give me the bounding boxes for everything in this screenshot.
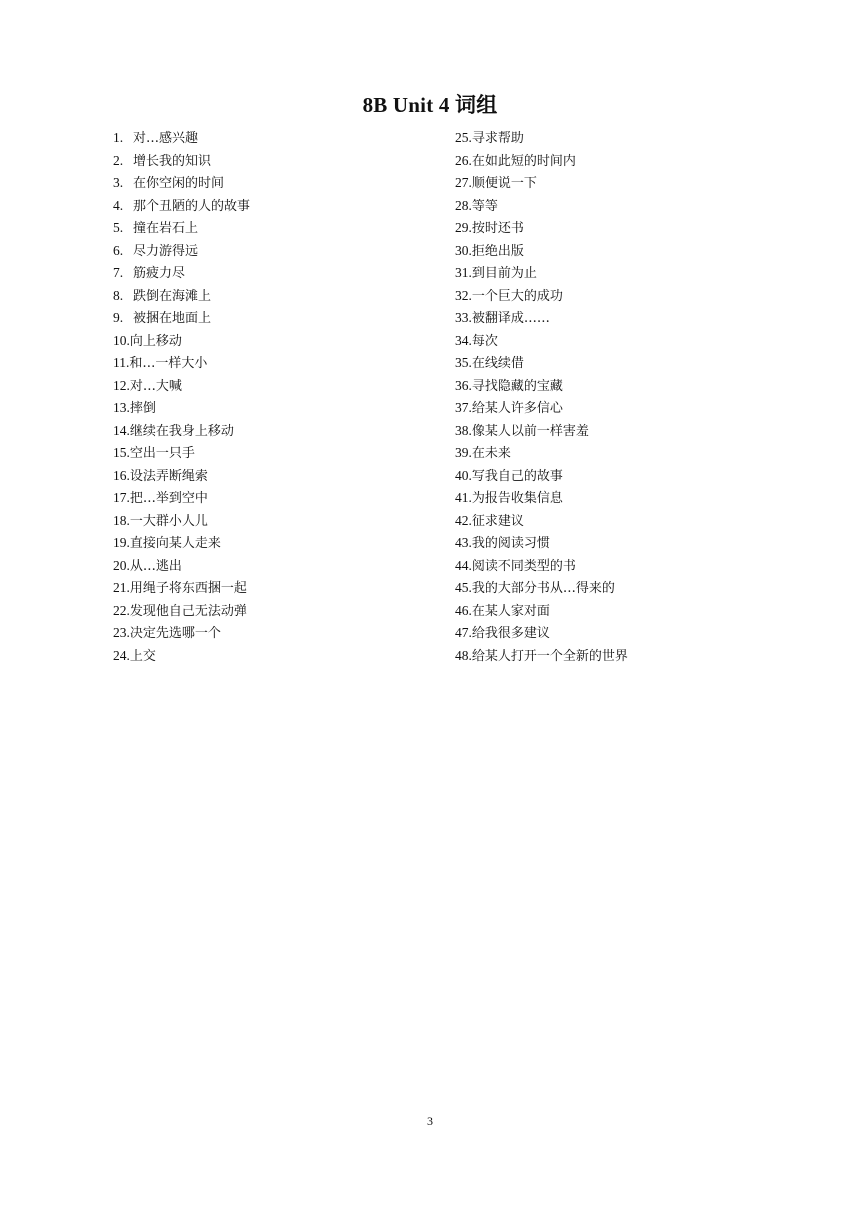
list-item	[113, 285, 433, 308]
item-number: 1.	[113, 130, 124, 145]
list-item	[455, 195, 815, 218]
list-item	[113, 577, 433, 600]
list-item	[113, 195, 433, 218]
item-number: 32.	[455, 287, 472, 303]
item-number: 5.	[113, 220, 124, 235]
list-item	[113, 127, 433, 150]
list-item	[113, 555, 433, 578]
item-phrase: 我的大部分书从…得来的	[471, 581, 615, 596]
item-number: 26.	[455, 152, 472, 168]
list-item	[455, 375, 815, 398]
item-phrase: 上交	[129, 648, 156, 664]
item-number: 10.	[113, 332, 130, 348]
item-phrase: 按时还书	[471, 221, 524, 236]
item-number: 3.	[113, 175, 124, 190]
item-number: 4.	[113, 197, 124, 213]
list-item	[455, 442, 815, 465]
item-number: 14.	[113, 422, 130, 438]
item-phrase: 发现他自己无法动弹	[129, 603, 247, 619]
item-phrase: 把…举到空中	[129, 491, 208, 506]
list-item	[455, 240, 815, 263]
list-item	[113, 352, 433, 375]
item-phrase: 从…逃出	[129, 558, 182, 574]
item-phrase: 写我自己的故事	[471, 468, 563, 484]
item-phrase: 每次	[471, 333, 498, 349]
phrase-list-right	[455, 127, 815, 667]
item-phrase: 继续在我身上移动	[129, 423, 234, 439]
list-item	[455, 285, 815, 308]
list-item	[455, 352, 815, 375]
item-phrase: 征求建议	[471, 513, 524, 529]
list-item	[113, 532, 433, 555]
list-item	[113, 330, 433, 353]
item-phrase: 我的阅读习惯	[471, 536, 550, 551]
item-number: 46.	[455, 602, 472, 618]
list-item	[455, 330, 815, 353]
item-number: 12.	[113, 377, 130, 393]
item-phrase: 向上移动	[129, 333, 182, 349]
item-number: 33.	[455, 310, 472, 325]
item-number: 21.	[113, 580, 130, 595]
item-phrase: 增长我的知识	[133, 153, 212, 169]
list-item	[455, 127, 815, 150]
item-number: 8.	[113, 287, 124, 303]
item-number: 34.	[455, 332, 472, 348]
item-number: 37.	[455, 400, 472, 415]
item-phrase: 到目前为止	[471, 266, 537, 281]
item-number: 31.	[455, 265, 472, 280]
list-item	[455, 510, 815, 533]
item-number: 28.	[455, 197, 472, 213]
item-phrase: 被翻译成……	[471, 311, 550, 326]
item-number: 15.	[113, 445, 130, 460]
list-item	[455, 532, 815, 555]
item-number: 2.	[113, 152, 124, 168]
item-number: 18.	[113, 512, 130, 528]
item-phrase: 决定先选哪一个	[129, 626, 221, 641]
list-item	[455, 217, 815, 240]
list-item	[113, 375, 433, 398]
list-item	[455, 577, 815, 600]
list-item	[455, 262, 815, 285]
list-item	[455, 555, 815, 578]
item-number: 38.	[455, 422, 472, 438]
item-phrase: 为报告收集信息	[471, 491, 563, 506]
item-phrase: 阅读不同类型的书	[471, 558, 576, 574]
phrase-list-left	[113, 127, 433, 667]
item-phrase: 顺便说一下	[471, 176, 537, 191]
item-phrase: 一大群小人儿	[129, 513, 208, 529]
item-phrase: 用绳子将东西捆一起	[129, 581, 247, 596]
list-item	[113, 217, 433, 240]
list-item	[455, 622, 815, 645]
item-phrase: 等等	[471, 198, 498, 214]
list-item	[113, 262, 433, 285]
item-number: 22.	[113, 602, 130, 618]
item-phrase: 摔倒	[129, 401, 156, 416]
list-item	[113, 442, 433, 465]
page-number: 3	[427, 1114, 433, 1128]
item-number: 9.	[113, 310, 124, 325]
item-phrase: 给某人许多信心	[471, 401, 563, 416]
item-number: 11.	[113, 355, 130, 370]
list-item	[455, 397, 815, 420]
list-item	[113, 465, 433, 488]
item-number: 44.	[455, 557, 472, 573]
item-number: 45.	[455, 580, 472, 595]
list-item	[113, 420, 433, 443]
item-number: 13.	[113, 400, 130, 415]
item-phrase: 对…感兴趣	[133, 131, 199, 146]
page-title: 8B Unit 4 词组	[362, 93, 498, 117]
item-number: 29.	[455, 220, 472, 235]
item-phrase: 拒绝出版	[471, 243, 524, 259]
item-phrase: 跌倒在海滩上	[133, 288, 212, 304]
list-item	[113, 397, 433, 420]
item-phrase: 被捆在地面上	[133, 311, 212, 326]
item-number: 35.	[455, 355, 472, 370]
item-phrase: 筋疲力尽	[133, 266, 186, 281]
item-number: 24.	[113, 647, 130, 663]
item-number: 23.	[113, 625, 130, 640]
item-number: 30.	[455, 242, 472, 258]
item-phrase: 像某人以前一样害羞	[471, 423, 589, 439]
item-number: 36.	[455, 377, 472, 393]
list-item	[113, 622, 433, 645]
item-number: 48.	[455, 647, 472, 663]
list-item	[455, 487, 815, 510]
list-item	[455, 172, 815, 195]
item-phrase: 和…一样大小	[129, 356, 208, 371]
item-phrase: 直接向某人走来	[129, 536, 221, 551]
item-phrase: 在线续借	[471, 356, 524, 371]
list-item	[455, 600, 815, 623]
item-number: 19.	[113, 535, 130, 550]
list-item	[455, 465, 815, 488]
item-phrase: 在如此短的时间内	[471, 153, 576, 169]
list-item	[113, 150, 433, 173]
list-item	[455, 645, 815, 668]
list-item	[113, 487, 433, 510]
item-number: 41.	[455, 490, 472, 505]
item-phrase: 给某人打开一个全新的世界	[471, 648, 628, 664]
item-number: 40.	[455, 467, 472, 483]
list-item	[113, 307, 433, 330]
item-phrase: 对…大喊	[129, 378, 182, 394]
item-phrase: 设法弄断绳索	[129, 468, 208, 484]
item-phrase: 给我很多建议	[471, 626, 550, 641]
item-phrase: 在你空闲的时间	[133, 176, 225, 191]
item-number: 17.	[113, 490, 130, 505]
list-item	[113, 172, 433, 195]
item-phrase: 在某人家对面	[471, 603, 550, 619]
item-phrase: 空出一只手	[129, 446, 195, 461]
item-number: 7.	[113, 265, 124, 280]
item-number: 47.	[455, 625, 472, 640]
item-phrase: 寻求帮助	[471, 131, 524, 146]
list-item	[455, 307, 815, 330]
item-phrase: 寻找隐藏的宝藏	[471, 378, 563, 394]
item-number: 25.	[455, 130, 472, 145]
item-phrase: 尽力游得远	[133, 243, 199, 259]
item-phrase: 撞在岩石上	[133, 221, 199, 236]
list-item	[113, 510, 433, 533]
item-number: 39.	[455, 445, 472, 460]
item-number: 43.	[455, 535, 472, 550]
item-phrase: 在未来	[471, 446, 511, 461]
item-number: 16.	[113, 467, 130, 483]
item-number: 20.	[113, 557, 130, 573]
item-phrase: 一个巨大的成功	[471, 288, 563, 304]
list-item	[455, 420, 815, 443]
item-number: 27.	[455, 175, 472, 190]
list-item	[113, 240, 433, 263]
list-item	[113, 645, 433, 668]
item-number: 42.	[455, 512, 472, 528]
item-phrase: 那个丑陋的人的故事	[133, 198, 251, 214]
item-number: 6.	[113, 242, 124, 258]
list-item	[113, 600, 433, 623]
list-item	[455, 150, 815, 173]
